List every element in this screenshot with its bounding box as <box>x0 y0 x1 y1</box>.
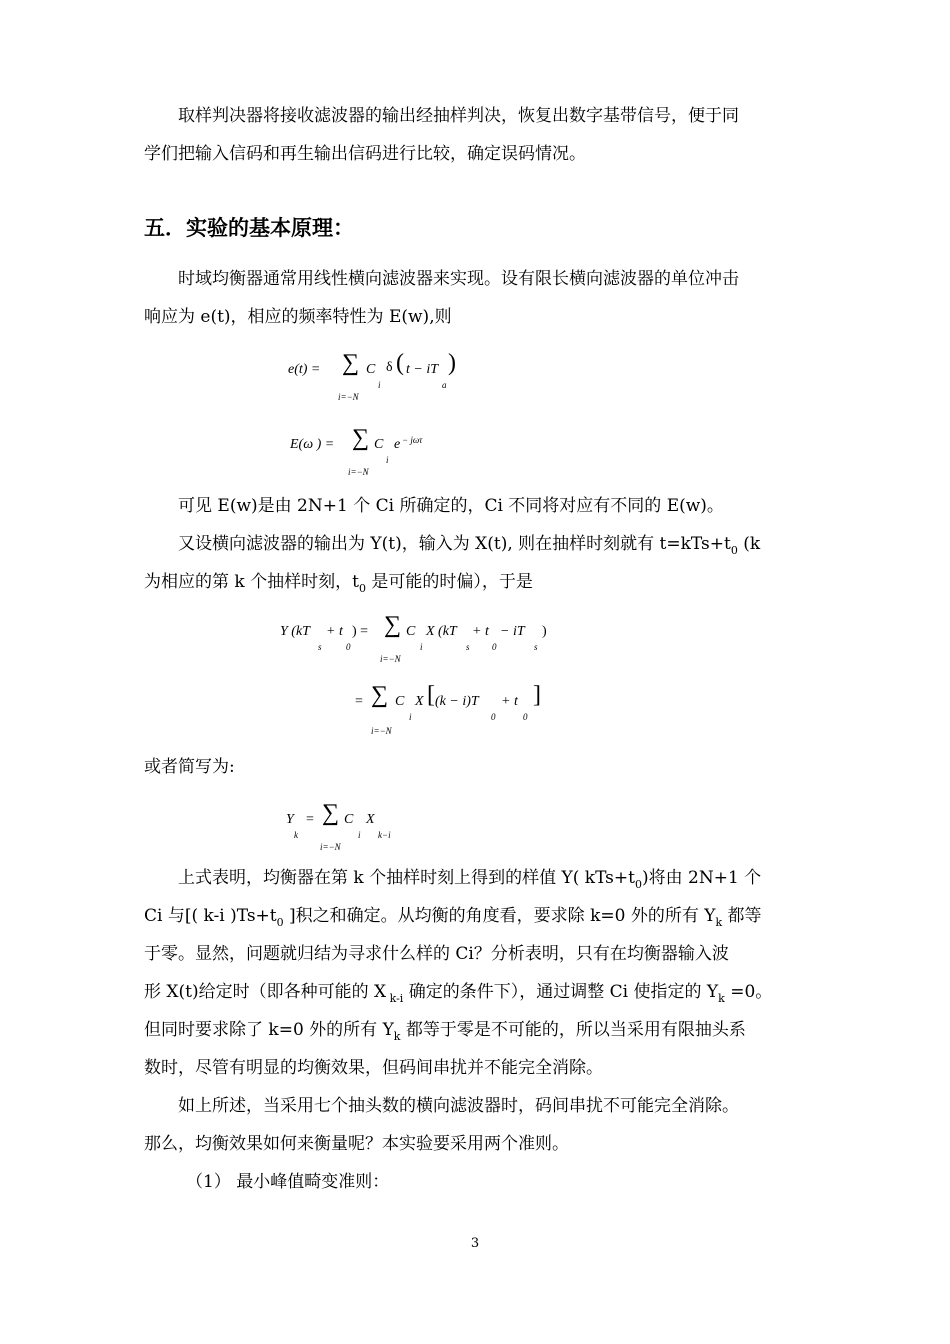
paragraph-line: 可见 E(w)是由 2N+1 个 Ci 所确定的，Ci 不同将对应有不同的 E(w)。 <box>178 496 724 516</box>
paragraph-line: 取样判决器将接收滤波器的输出经抽样判决，恢复出数字基带信号，便于同 <box>178 106 739 126</box>
equation-2: E(ω ) = ∑ C i e − jωτ i=−N <box>290 425 423 477</box>
paragraph-line: 学们把输入信码和再生输出信码进行比较，确定误码情况。 <box>144 144 586 164</box>
equation-5: Y k = ∑ C i X k−i i=−N <box>286 800 391 852</box>
equation-3: Y (kT s + t 0 ) = ∑ C i X (kT s + t 0 − iT s ) i=−N <box>280 612 547 664</box>
section-heading: 五．实验的基本原理： <box>144 215 354 240</box>
equation-4: = ∑ C i X [ (k − i)T 0 + t 0 ] i=−N <box>355 682 541 736</box>
equation-1: e(t) = ∑ C i δ ( t − iT a ) i=−N <box>288 350 456 402</box>
paragraph-line: Ci 与[( k-i )$Ts+t_0$ ]积之和确定。从均衡的角度看，要求除 k=0 外的所有 $Y_k$ 都等 <box>144 906 762 929</box>
list-item-heading: （1） 最小峰值畸变准则： <box>186 1172 390 1192</box>
paragraph-line: 数时，尽管有明显的均衡效果，但码间串扰并不能完全消除。 <box>144 1058 603 1078</box>
paragraph-line: 如上所述，当采用七个抽头数的横向滤波器时，码间串扰不可能完全消除。 <box>178 1096 739 1116</box>
paragraph-line: 又设横向滤波器的输出为 Y(t)，输入为 X(t), 则在抽样时刻就有 $t=kTs+t_0$ (k <box>178 534 761 557</box>
paragraph-line: 上式表明，均衡器在第 k 个抽样时刻上得到的样值 Y( $kTs+t_0$)将由 2N+1 个 <box>178 868 762 891</box>
paragraph-line: 或者简写为: <box>144 757 235 777</box>
paragraph-line: 时域均衡器通常用线性横向滤波器来实现。设有限长横向滤波器的单位冲击 <box>178 269 739 289</box>
paragraph-line: 响应为 e(t)，相应的频率特性为 E(w),则 <box>144 307 452 327</box>
paragraph-line: 但同时要求除了 k=0 外的所有 $Y_k$ 都等于零是不可能的，所以当采用有限抽头系 <box>144 1020 746 1043</box>
page-number: 3 <box>470 1236 480 1251</box>
paragraph-line: 于零。显然，问题就归结为寻求什么样的 Ci？分析表明，只有在均衡器输入波 <box>144 944 729 964</box>
paragraph-line: 为相应的第 k 个抽样时刻，$t_0$ 是可能的时偏），于是 <box>144 572 533 595</box>
paragraph-line: 那么，均衡效果如何来衡量呢？本实验要采用两个准则。 <box>144 1134 569 1154</box>
paragraph-line: 形 X(t)给定时（即各种可能的 X $_{k-i}$ 确定的条件下），通过调整 Ci 使指定的 $Y_k =0$。 <box>144 982 773 1005</box>
